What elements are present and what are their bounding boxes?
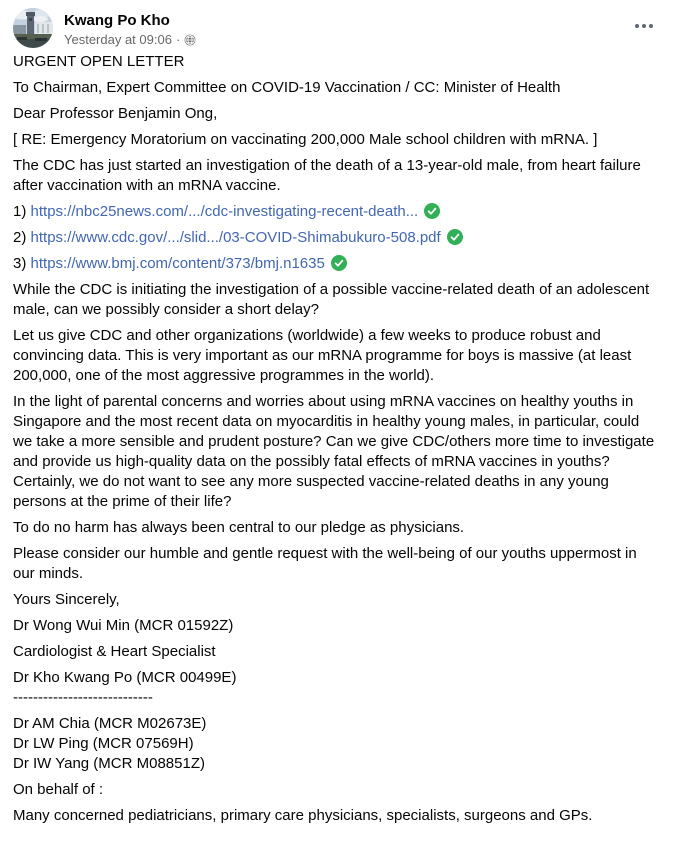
post-link[interactable]: https://nbc25news.com/.../cdc-investigating-recent-death... xyxy=(30,203,419,220)
ellipsis-icon xyxy=(635,24,639,28)
post-link-row xyxy=(13,254,659,274)
avatar[interactable] xyxy=(13,8,53,48)
header-text xyxy=(64,8,196,48)
post-line: Dr LW Ping (MCR 07569H) xyxy=(13,735,194,752)
post-paragraph: Let us give CDC and other organizations (worldwide) a few weeks to produce robust and convincing data. This is very important as our mRNA programme for boys is massive (at least 200,000, one of the most aggressive programmes in the world). xyxy=(13,327,632,384)
post-link-row xyxy=(13,228,659,248)
post-paragraph: Many concerned pediatricians, primary care physicians, specialists, surgeons and GPs. xyxy=(13,807,593,824)
post-paragraph: On behalf of : xyxy=(13,781,104,798)
post-link[interactable]: https://www.bmj.com/content/373/bmj.n1635 xyxy=(30,255,325,272)
profile-photo-icon xyxy=(13,8,53,48)
verified-check-icon xyxy=(447,229,463,245)
ellipsis-icon xyxy=(642,24,646,28)
verified-check-icon xyxy=(331,255,347,271)
timestamp[interactable]: Yesterday at 09:06 xyxy=(64,32,172,47)
globe-icon xyxy=(184,34,196,46)
post-paragraph: To do no harm has always been central to our pledge as physicians. xyxy=(13,519,465,536)
post-line: ---------------------------- xyxy=(13,689,153,706)
post-paragraph: Cardiologist & Heart Specialist xyxy=(13,643,216,660)
post-body xyxy=(0,50,675,842)
post-link[interactable]: https://www.cdc.gov/.../slid.../03-COVID-Shimabukuro-508.pdf xyxy=(30,229,441,246)
post-line: Dr AM Chia (MCR M02673E) xyxy=(13,715,207,732)
post-paragraph: While the CDC is initiating the investigation of a possible vaccine-related death of an adolescent male, can we possibly consider a short delay? xyxy=(13,281,650,318)
link-prefix: 1) xyxy=(13,203,27,220)
post-link-row xyxy=(13,202,659,222)
post-line: Dr IW Yang (MCR M08851Z) xyxy=(13,755,205,772)
post-paragraph: Dear Professor Benjamin Ong, xyxy=(13,105,218,122)
post-paragraph: URGENT OPEN LETTER xyxy=(13,53,185,70)
post-paragraph: The CDC has just started an investigation of the death of a 13-year-old male, from heart failure after vaccination with an mRNA vaccine. xyxy=(13,157,641,194)
post-meta xyxy=(64,31,196,48)
ellipsis-icon xyxy=(649,24,653,28)
author-name[interactable]: Kwang Po Kho xyxy=(64,12,170,29)
post-line: Dr Kho Kwang Po (MCR 00499E) xyxy=(13,669,237,686)
post-header xyxy=(0,0,675,50)
post-paragraph xyxy=(13,668,659,708)
post-paragraph: Yours Sincerely, xyxy=(13,591,120,608)
post-paragraph: To Chairman, Expert Committee on COVID-19 Vaccination / CC: Minister of Health xyxy=(13,79,561,96)
link-prefix: 2) xyxy=(13,229,27,246)
post-menu-button[interactable] xyxy=(631,18,657,34)
verified-check-icon xyxy=(424,203,440,219)
post-paragraph: In the light of parental concerns and worries about using mRNA vaccines on healthy youths in Singapore and the most recent data on myocarditis in healthy young males, in particular, could we take a more sensible and prudent posture? Can we give CDC/others more time to investigate and provide us high-quality data on the possibly fatal effects of mRNA vaccines in youths? Certainly, we do not want to see any more suspected vaccine-related deaths in any young persons at the prime of their life? xyxy=(13,393,655,510)
post-paragraph: Please consider our humble and gentle request with the well-being of our youths uppermost in our minds. xyxy=(13,545,637,582)
meta-separator: · xyxy=(175,32,181,47)
post-paragraph xyxy=(13,714,659,774)
post-paragraph: [ RE: Emergency Moratorium on vaccinating 200,000 Male school children with mRNA. ] xyxy=(13,131,598,148)
link-prefix: 3) xyxy=(13,255,27,272)
post-paragraph: Dr Wong Wui Min (MCR 01592Z) xyxy=(13,617,234,634)
